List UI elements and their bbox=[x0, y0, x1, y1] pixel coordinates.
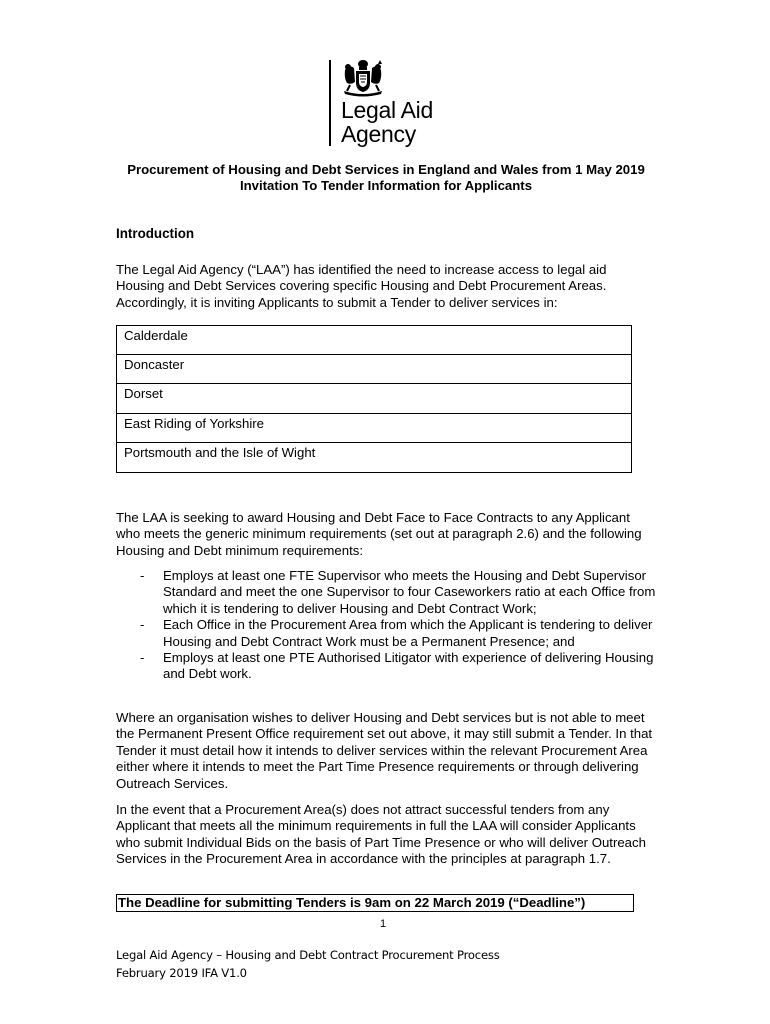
deadline-notice: The Deadline for submitting Tenders is 9am on 22 March 2019 (“Deadline”) bbox=[116, 894, 634, 912]
page-footer bbox=[116, 946, 500, 982]
footer-line-1: Legal Aid Agency – Housing and Debt Contract Procurement Process bbox=[116, 948, 500, 962]
procurement-area-row: Doncaster bbox=[117, 355, 631, 384]
title-line-2: Invitation To Tender Information for Applicants bbox=[239, 178, 533, 193]
procurement-areas-table bbox=[116, 325, 632, 473]
procurement-area-row: Calderdale bbox=[117, 326, 631, 355]
procurement-area-row: Dorset bbox=[117, 384, 631, 413]
where-paragraph: Where an organisation wishes to deliver Housing and Debt services but is not able to meet the Permanent Present Office requirement set out above, it may still submit a Tender. In that Tender it must detail how it intends to deliver services within the relevant Procurement Area either where it intends to meet the Part Time Presence requirements or through delivering Outreach Services. bbox=[116, 710, 653, 791]
procurement-area-row: Portsmouth and the Isle of Wight bbox=[124, 444, 316, 460]
requirement-item bbox=[116, 650, 656, 683]
legal-aid-agency-logo bbox=[326, 58, 466, 150]
bullet-dash: - bbox=[140, 650, 145, 666]
procurement-area-row: East Riding of Yorkshire bbox=[117, 414, 631, 443]
logo-line-1: Legal Aid bbox=[341, 97, 433, 123]
bullet-dash: - bbox=[140, 568, 145, 583]
footer-line-2: February 2019 IFA V1.0 bbox=[116, 966, 247, 980]
document-title bbox=[116, 162, 656, 194]
introduction-heading: Introduction bbox=[116, 226, 195, 241]
seeking-paragraph: The LAA is seeking to award Housing and Debt Face to Face Contracts to any Applicant who meets the generic minimum requirements (set out at paragraph 2.6) and the following Housing and Debt minimum requirements: bbox=[116, 510, 642, 558]
requirement-text: Each Office in the Procurement Area from which the Applicant is tendering to deliver Housing and Debt Contract Work must be a Permanent Presence; and bbox=[163, 617, 653, 649]
logo-wordmark bbox=[341, 98, 433, 146]
requirements-list bbox=[116, 568, 656, 683]
logo-line-2: Agency bbox=[341, 121, 416, 147]
requirement-item bbox=[116, 568, 656, 617]
logo-divider bbox=[329, 60, 331, 146]
requirement-item bbox=[116, 617, 656, 650]
title-line-1: Procurement of Housing and Debt Services in England and Wales from 1 May 2019 bbox=[127, 162, 645, 177]
page-number: 1 bbox=[380, 918, 387, 930]
bullet-dash: - bbox=[140, 617, 145, 633]
requirement-text: Employs at least one FTE Supervisor who meets the Housing and Debt Supervisor Standard and meet the one Supervisor to four Caseworkers ratio at each Office from which it is tendering to deliver Housing and Debt Contract Work; bbox=[163, 568, 656, 616]
royal-coat-of-arms-icon bbox=[340, 58, 386, 98]
introduction-paragraph: The Legal Aid Agency (“LAA”) has identified the need to increase access to legal aid Housing and Debt Services covering specific Housing and Debt Procurement Areas. Accordingly, it is inviting Applicants to submit a Tender to deliver services in: bbox=[116, 262, 607, 310]
event-paragraph: In the event that a Procurement Area(s) does not attract successful tenders from any Applicant that meets all the minimum requirements in full the LAA will consider Applicants who submit Individual Bids on the basis of Part Time Presence or who will deliver Outreach Services in the Procurement Area in accordance with the principles at paragraph 1.7. bbox=[116, 802, 646, 867]
requirement-text: Employs at least one PTE Authorised Litigator with experience of delivering Housing and Debt work. bbox=[163, 650, 654, 682]
